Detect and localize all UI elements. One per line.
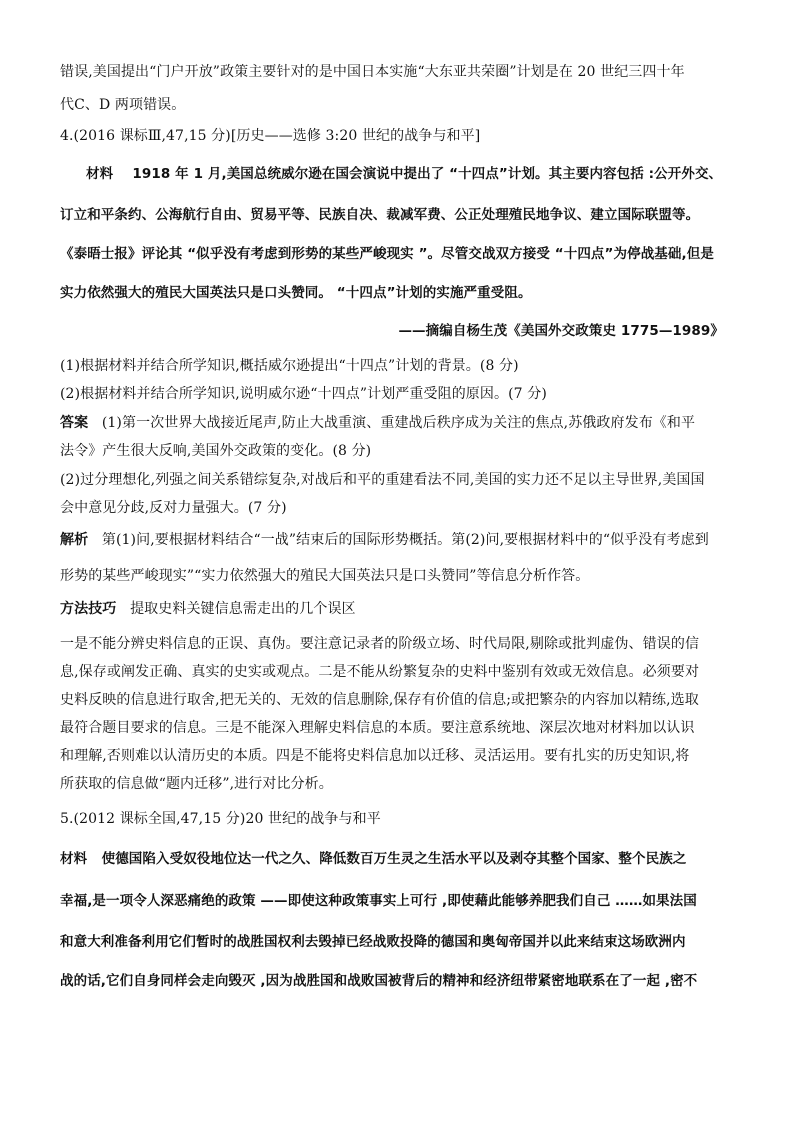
method-tips-heading: [60, 599, 356, 619]
q4-analysis-text: 第(1)问,要根据材料结合“一战”结束后的国际形势概括。第(2)问,要根据材料中的“似乎没有考虑到: [101, 532, 709, 548]
q4-material-label: 材料: [86, 166, 114, 182]
q4-answer-label: 答案: [60, 415, 89, 431]
q5-material-text: 使德国陷入受奴役地位达一代之久、降低数百万生灵之生活水平以及剥夺其整个国家、整个民族之: [101, 851, 687, 867]
q4-material-line-4: 实力依然强大的殖民大国英法只是口头赞同。 “十四点”计划的实施严重受阻。: [60, 285, 532, 301]
method-tips-line-5: 和理解,否则难以认清历史的本质。四是不能将史料信息加以迁移、灵活运用。要有扎实的历史知识,将: [60, 748, 690, 764]
q4-material-line-1: [86, 164, 722, 184]
q5-material-line-4: 战的话,它们自身同样会走向毁灭 ,因为战胜国和战败国被背后的精神和经济纽带紧密地联系在了一起 ,密不: [60, 973, 698, 989]
q4-question-2: (2)根据材料并结合所学知识,说明威尔逊“十四点”计划严重受阻的原因。(7 分): [60, 386, 547, 402]
q4-material-text: 1918 年 1 月,美国总统威尔逊在国会演说中提出了 “十四点”计划。其主要内容包括 :公开外交、: [132, 166, 723, 182]
question-4-header: 4.(2016 课标Ⅲ,47,15 分)[历史——选修 3:20 世纪的战争与和平]: [60, 128, 481, 144]
method-tips-line-4: 最符合题目要求的信息。三是不能深入理解史料信息的本质。要注意系统地、深层次地对材料加以认识: [60, 720, 695, 736]
method-tips-line-3: 史料反映的信息进行取舍,把无关的、无效的信息删除,保存有价值的信息;或把繁杂的内容加以精练,选取: [60, 692, 699, 708]
method-tips-line-6: 所获取的信息做“题内迁移”,进行对比分析。: [60, 776, 333, 792]
q4-question-1: (1)根据材料并结合所学知识,概括威尔逊提出“十四点”计划的背景。(8 分): [60, 358, 519, 374]
q5-material-label: 材料: [60, 851, 88, 867]
q4-answer-line-3: (2)过分理想化,列强之间关系错综复杂,对战后和平的重建看法不同,美国的实力还不足以主导世界,美国国: [60, 472, 705, 488]
question-5-header: 5.(2012 课标全国,47,15 分)20 世纪的战争与和平: [60, 811, 381, 827]
q4-material-line-3: 《泰晤士报》评论其 “似乎没有考虑到形势的某些严峻现实 ”。尽管交战双方接受 “十四点”为停战基础,但是: [60, 246, 714, 262]
method-tips-line-1: 一是不能分辨史料信息的正误、真伪。要注意记录者的阶级立场、时代局限,剔除或批判虚伪、错误的信: [60, 636, 700, 652]
prev-answer-line-1: 错误,美国提出“门户开放”政策主要针对的是中国日本实施“大东亚共荣圈”计划是在 20 世纪三四十年: [60, 64, 685, 80]
q4-analysis-line-2: 形势的某些严峻现实”“实力依然强大的殖民大国英法只是口头赞同”等信息分析作答。: [60, 568, 590, 584]
q5-material-line-2: 幸福,是一项令人深恶痛绝的政策 ——即使这种政策事实上可行 ,即使藉此能够养肥我们自己 ……如果法国: [60, 893, 697, 909]
q5-material-line-1: [60, 849, 686, 869]
method-tips-label: 方法技巧: [60, 601, 117, 617]
q4-answer-line-1: [60, 413, 695, 433]
q5-material-line-3: 和意大利准备利用它们暂时的战胜国权利去毁掉已经战败投降的德国和奥匈帝国并以此来结束这场欧洲内: [60, 934, 686, 950]
q4-analysis-line-1: [60, 530, 709, 550]
q4-answer-line-4: 会中意见分歧,反对力量强大。(7 分): [60, 500, 287, 516]
method-tips-line-2: 息,保存或阐发正确、真实的史实或观点。二是不能从纷繁复杂的史料中鉴别有效或无效信息。必须要对: [60, 664, 700, 680]
method-tips-title: 提取史料关键信息需走出的几个误区: [130, 601, 356, 617]
q4-analysis-label: 解析: [60, 532, 89, 548]
q4-source-citation: ——摘编自杨生茂《美国外交政策史 1775—1989》: [398, 323, 724, 339]
prev-answer-line-2: 代C、D 两项错误。: [60, 97, 186, 113]
q4-answer-line-2: 法令》产生很大反响,美国外交政策的变化。(8 分): [60, 443, 372, 459]
q4-material-line-2: 订立和平条约、公海航行自由、贸易平等、民族自决、裁减军费、公正处理殖民地争议、建立国际联盟等。: [60, 207, 700, 223]
q4-answer-text: (1)第一次世界大战接近尾声,防止大战重演、重建战后秩序成为关注的焦点,苏俄政府发布《和平: [101, 415, 696, 431]
